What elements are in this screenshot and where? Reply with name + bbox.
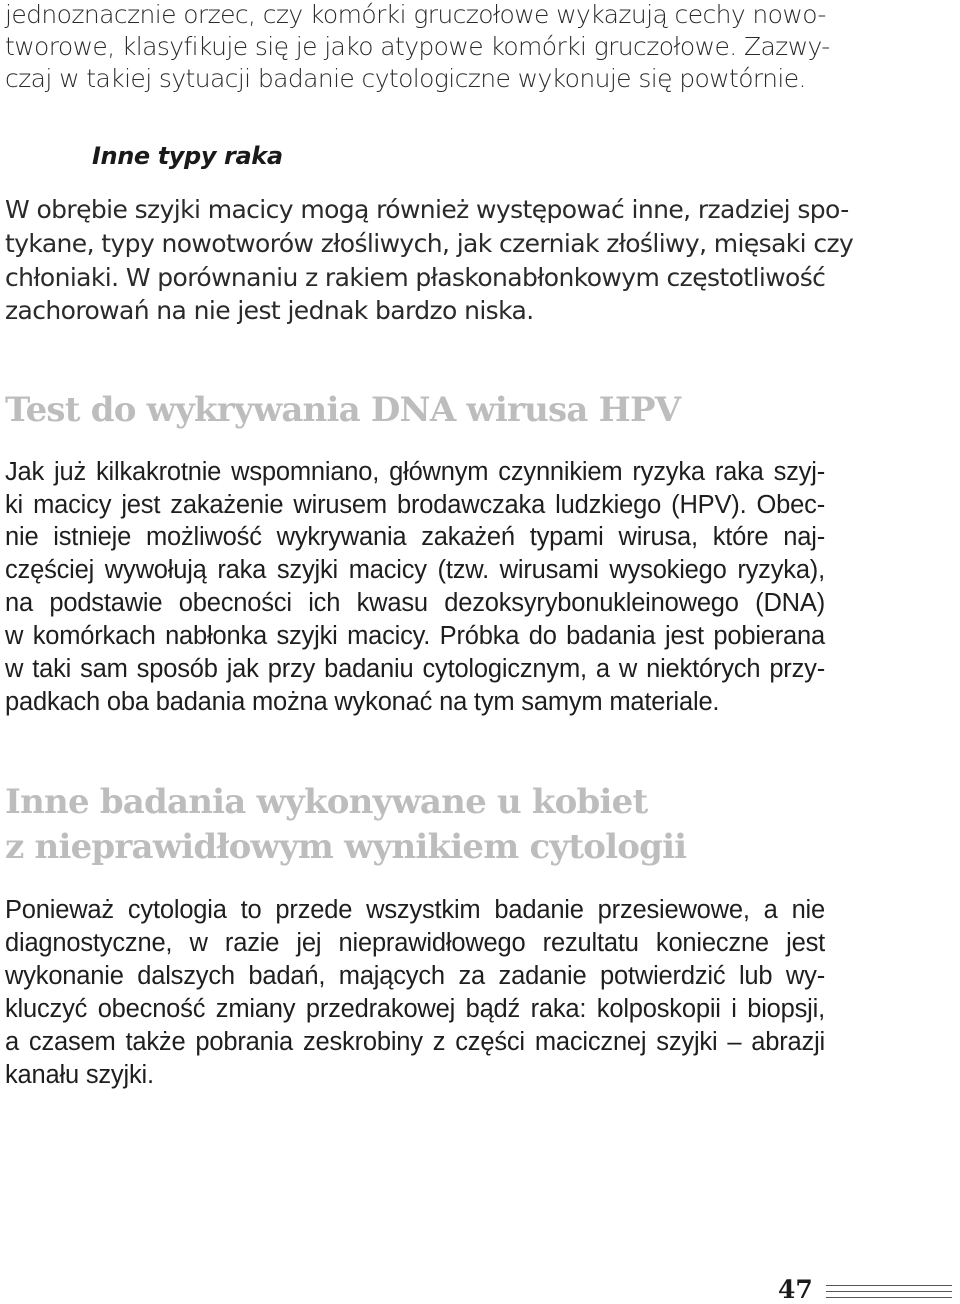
paragraph-line: kanału szyjki. [5,1061,154,1089]
footer-rule [826,1285,952,1286]
intro-line: jednoznacznie orzec, czy komórki gruczołowe wykazują cechy nowo- [5,0,826,29]
paragraph-line: ki macicy jest zakażenie wirusem brodawczaka ludzkiego (HPV). Obec- [5,491,825,519]
paragraph-line: padkach oba badania można wykonać na tym samym materiale. [5,688,720,716]
paragraph-line: zachorowań na nie jest jednak bardzo niska. [5,296,534,325]
paragraph-line: diagnostyczne, w razie jej nieprawidłowego rezultatu konieczne jest [5,929,825,957]
paragraph-line: częściej wywołują raka szyjki macicy (tzw. wirusami wysokiego ryzyka), [5,556,825,584]
intro-line: tworowe, klasyfikuje się je jako atypowe komórki gruczołowe. Zazwy- [5,32,830,61]
footer-rule [826,1291,952,1292]
footer-rule [826,1297,952,1298]
paragraph-line: chłoniaki. W porównaniu z rakiem płaskonabłonkowym częstotliwość [5,263,826,292]
paragraph-line: Jak już kilkakrotnie wspomniano, głównym czynnikiem ryzyka raka szyj- [5,458,825,486]
paragraph-line: nie istnieje możliwość wykrywania zakażeń typami wirusa, które naj- [5,523,825,551]
paragraph-line: kluczyć obecność zmiany przedrakowej bądź raka: kolposkopii i biopsji, [5,995,825,1023]
heading-line: Inne badania wykonywane u kobiet [5,782,648,822]
paragraph-line: wykonanie dalszych badań, mających za zadanie potwierdzić lub wy- [5,962,825,990]
section-heading-hpv: Test do wykrywania DNA wirusa HPV [5,390,681,430]
intro-line: czaj w takiej sytuacji badanie cytologiczne wykonuje się powtórnie. [5,64,806,93]
paragraph-line: na podstawie obecności ich kwasu dezoksyrybonukleinowego (DNA) [5,589,825,617]
paragraph-line: w komórkach nabłonka szyjki macicy. Próbka do badania jest pobierana [5,622,825,650]
paragraph-line: a czasem także pobrania zeskrobiny z części macicznej szyjki – abrazji [5,1028,825,1056]
paragraph-line: w taki sam sposób jak przy badaniu cytologicznym, a w niektórych przy- [5,655,825,683]
heading-line: z nieprawidłowym wynikiem cytologii [5,827,687,867]
paragraph-line: W obrębie szyjki macicy mogą również występować inne, rzadziej spo- [5,195,849,224]
paragraph-line: Ponieważ cytologia to przede wszystkim badanie przesiewowe, a nie [5,896,825,924]
subsection-title: Inne typy raka [92,142,283,170]
page-number: 47 [778,1275,813,1304]
paragraph-line: tykane, typy nowotworów złośliwych, jak czerniak złośliwy, mięsaki czy [5,229,854,258]
